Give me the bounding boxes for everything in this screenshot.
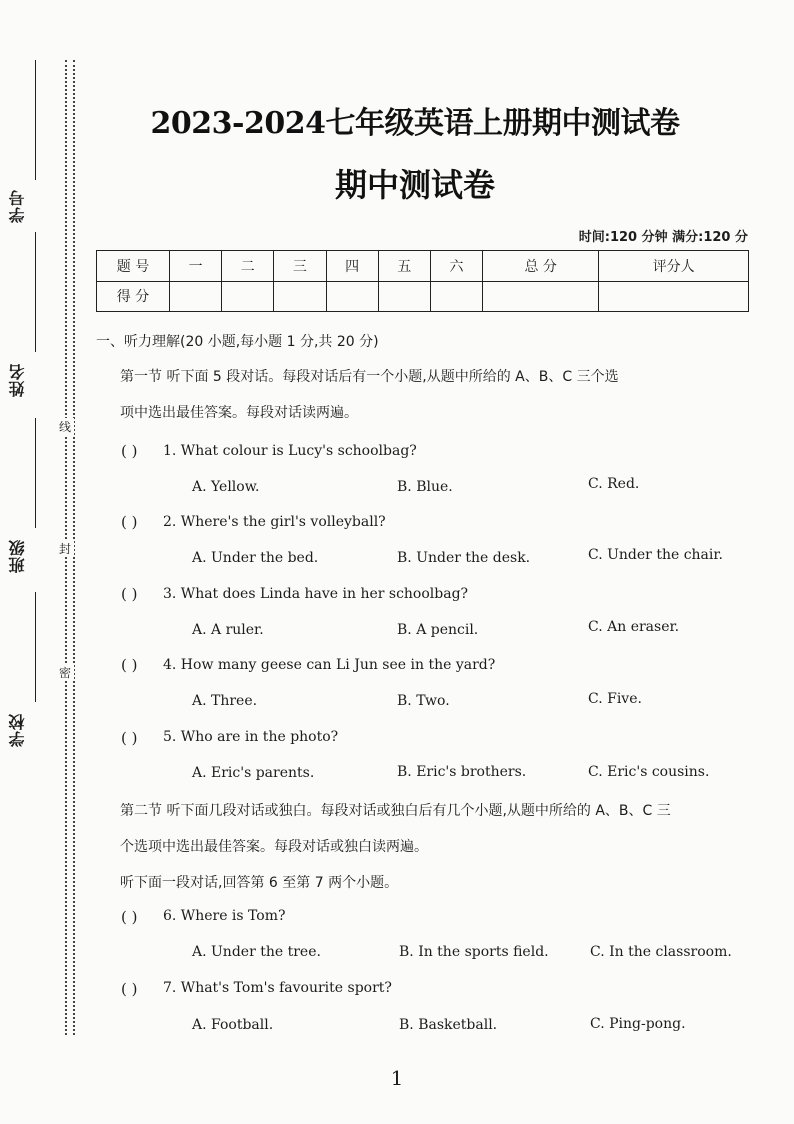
table-cell: 题 号 — [97, 251, 170, 282]
seal-char-seal: 封 — [56, 540, 74, 557]
option-a: A. Football. — [192, 1017, 274, 1033]
option-b: B. In the sports field. — [399, 944, 549, 960]
answer-blank[interactable]: ( ) — [121, 656, 138, 674]
score-cell[interactable] — [378, 281, 430, 312]
score-cell[interactable] — [170, 281, 222, 312]
question-text: 6. Where is Tom? — [163, 908, 286, 924]
option-c: C. In the classroom. — [590, 944, 732, 960]
option-a: A. Eric's parents. — [192, 765, 315, 781]
question-text: 3. What does Linda have in her schoolbag? — [163, 586, 469, 602]
table-cell: 二 — [222, 251, 274, 282]
question-text: 7. What's Tom's favourite sport? — [163, 980, 392, 996]
seal-char-line: 线 — [56, 418, 74, 435]
option-c: C. Five. — [588, 691, 642, 707]
table-cell: 六 — [430, 251, 482, 282]
table-cell: 评分人 — [599, 251, 749, 282]
question-text: 4. How many geese can Li Jun see in the yard? — [163, 657, 496, 673]
score-cell[interactable] — [599, 281, 749, 312]
answer-blank[interactable]: ( ) — [121, 908, 138, 926]
name-label: 姓名 — [8, 363, 27, 397]
option-a: A. Three. — [192, 693, 258, 709]
part2-intro: 个选项中选出最佳答案。每段对话或独白读两遍。 — [120, 839, 428, 855]
score-cell[interactable] — [326, 281, 378, 312]
question-text: 2. Where's the girl's volleyball? — [163, 514, 386, 530]
option-b: B. Basketball. — [399, 1017, 498, 1033]
score-table-header-row — [97, 251, 749, 282]
score-table — [96, 250, 749, 312]
section-heading: 一、听力理解(20 小题,每小题 1 分,共 20 分) — [96, 334, 379, 350]
part2-intro: 第二节 听下面几段对话或独白。每段对话或独白后有几个小题,从题中所给的 A、B、C 三 — [120, 803, 671, 819]
option-c: C. Red. — [588, 476, 640, 492]
part1-intro: 项中选出最佳答案。每段对话读两遍。 — [120, 405, 358, 421]
answer-blank[interactable]: ( ) — [121, 729, 138, 747]
score-cell[interactable] — [430, 281, 482, 312]
table-cell: 四 — [326, 251, 378, 282]
question-text: 1. What colour is Lucy's schoolbag? — [163, 443, 417, 459]
page-number: 1 — [390, 1066, 404, 1090]
option-b: B. Eric's brothers. — [397, 764, 527, 780]
option-a: A. Under the bed. — [192, 550, 319, 566]
student-id-label: 学号 — [8, 189, 27, 223]
class-label: 班级 — [8, 539, 27, 573]
option-c: C. An eraser. — [588, 619, 680, 635]
option-a: A. A ruler. — [192, 622, 264, 638]
answer-blank[interactable]: ( ) — [121, 980, 138, 998]
dialog-intro: 听下面一段对话,回答第 6 至第 7 两个小题。 — [120, 875, 399, 891]
option-c: C. Eric's cousins. — [588, 764, 710, 780]
margin-rule — [35, 418, 36, 528]
exam-title: 2023-2024七年级英语上册期中测试卷 — [150, 106, 680, 141]
option-b: B. Blue. — [397, 479, 453, 495]
seal-char-secret: 密 — [56, 664, 74, 681]
score-cell[interactable] — [222, 281, 274, 312]
table-cell: 得 分 — [97, 281, 170, 312]
exam-subtitle: 期中测试卷 — [334, 166, 495, 204]
question-text: 5. Who are in the photo? — [163, 729, 339, 745]
table-cell: 三 — [274, 251, 326, 282]
answer-blank[interactable]: ( ) — [121, 442, 138, 460]
option-a: A. Under the tree. — [192, 944, 321, 960]
margin-rule — [35, 592, 36, 702]
option-a: A. Yellow. — [192, 479, 260, 495]
table-cell: 五 — [378, 251, 430, 282]
option-b: B. Under the desk. — [397, 550, 531, 566]
answer-blank[interactable]: ( ) — [121, 513, 138, 531]
option-c: C. Under the chair. — [588, 547, 723, 563]
school-label: 学校 — [8, 713, 27, 747]
answer-blank[interactable]: ( ) — [121, 585, 138, 603]
score-table-score-row — [97, 281, 749, 312]
margin-rule — [35, 60, 36, 180]
part1-intro: 第一节 听下面 5 段对话。每段对话后有一个小题,从题中所给的 A、B、C 三个选 — [120, 369, 619, 385]
margin-rule — [35, 232, 36, 352]
score-cell[interactable] — [483, 281, 599, 312]
score-cell[interactable] — [274, 281, 326, 312]
table-cell: 总 分 — [483, 251, 599, 282]
option-b: B. Two. — [397, 693, 450, 709]
time-info: 时间:120 分钟 满分:120 分 — [578, 230, 748, 245]
option-c: C. Ping-pong. — [590, 1016, 686, 1032]
option-b: B. A pencil. — [397, 622, 479, 638]
table-cell: 一 — [170, 251, 222, 282]
